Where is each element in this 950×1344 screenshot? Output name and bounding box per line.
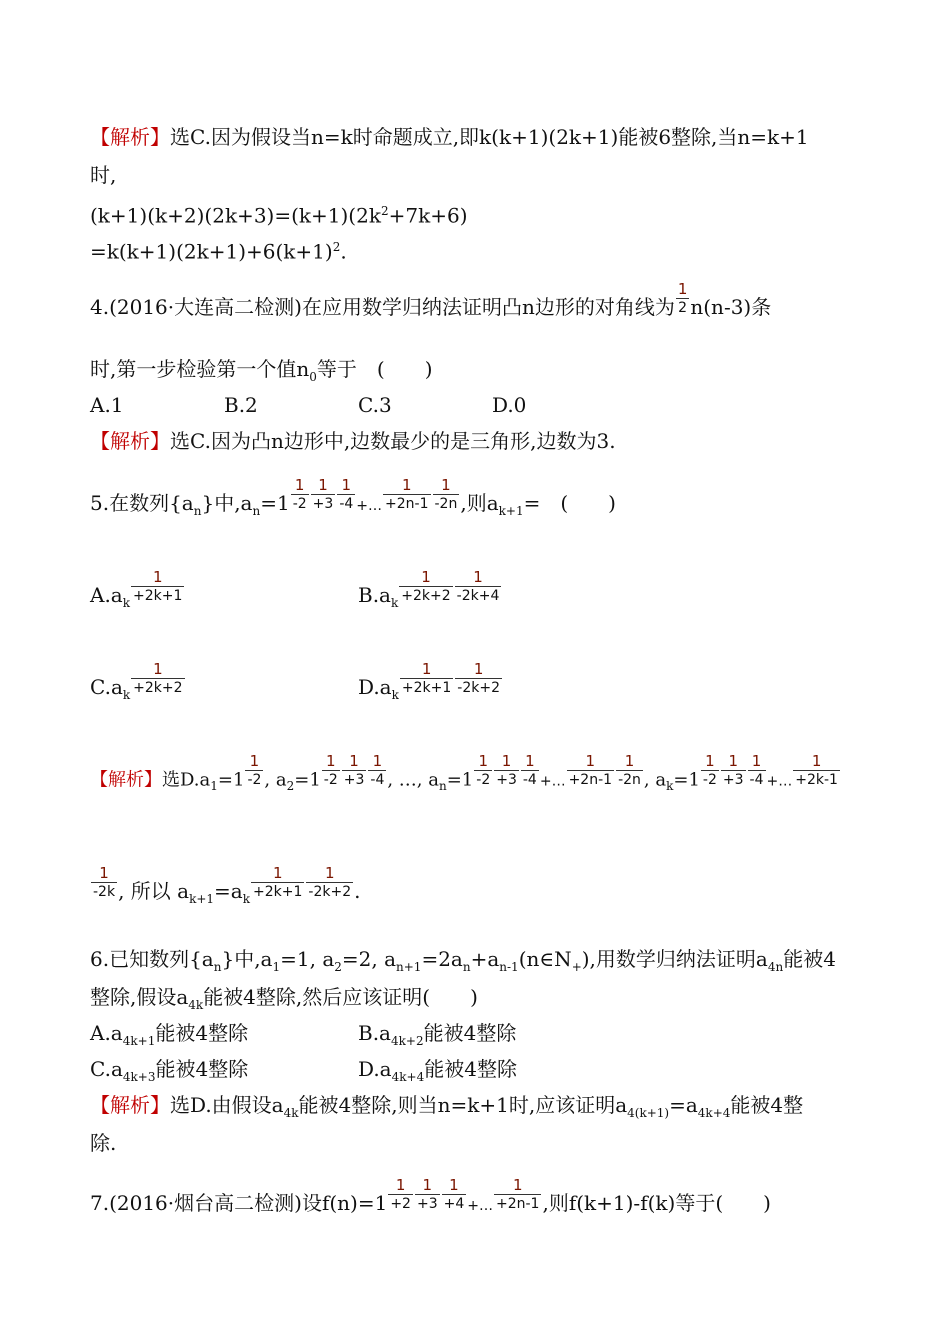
q6-option-d: $D.a_{4k+4}$能被4整除 [358, 1057, 517, 1084]
fraction: $\frac{1}{+2k+2}$ [133, 660, 183, 696]
q3-analysis-line3: $(k+1)(k+2)(2k+3)=(k+1)(2k^2+7k+6)$ [90, 203, 468, 228]
fraction: $\frac{1}{-4}$ [749, 752, 764, 788]
analysis-tag: 【解析】 [90, 125, 170, 149]
fraction: $\frac{1}{-2n}$ [618, 752, 641, 788]
fraction: $\frac{1}{+3}$ [496, 752, 517, 788]
q4-option-a: A.1 [90, 393, 124, 417]
q5-option-c: $C.a_k$ $\frac{1}{+2k+2}$ [90, 660, 183, 702]
q6-option-a: $A.a_{4k+1}$能被4整除 [90, 1021, 249, 1048]
fraction: $\frac{1}{-2k}$ [93, 864, 116, 900]
q5-option-a: $A.a_k$ $\frac{1}{+2k+1}$ [90, 568, 183, 610]
q4-option-c: C.3 [358, 393, 392, 417]
fraction: $\frac{1}{+3}$ [416, 1176, 438, 1212]
fraction: $\frac{1}{2}$ [677, 280, 688, 316]
fraction: $\frac{1}{+3}$ [343, 752, 365, 788]
fraction: $\frac{1}{+2k+1}$ [133, 568, 183, 604]
fraction: $\frac{1}{+2}$ [390, 1176, 411, 1212]
q5-option-b: $B.a_k$ $\frac{1}{+2k+2}$ $\frac{1}{-2k+4}$ [358, 568, 500, 610]
fraction: $\frac{1}{-2}$ [323, 752, 338, 788]
fraction: $\frac{1}{+3}$ [722, 752, 744, 788]
fraction: $\frac{1}{-2k+2}$ [457, 660, 500, 696]
fraction: $\frac{1}{-2}$ [292, 476, 307, 512]
fraction: $\frac{1}{-2k+4}$ [456, 568, 500, 604]
fraction: $\frac{1}{+4}$ [443, 1176, 465, 1212]
fraction: $\frac{1}{+2k-1}$ [795, 752, 838, 788]
q5-analysis-line2: $\frac{1}{-2k}$ , 所以 $a_{k+1}=a_k$ $\frac{1}{+2k+1}$ $\frac{1}{-2k+2}$ . [93, 864, 361, 906]
fraction: $\frac{1}{+3}$ [312, 476, 334, 512]
q4-analysis: 【解析】选C.因为凸n边形中,边数最少的是三角形,边数为3. [90, 429, 616, 453]
fraction: $\frac{1}{-4}$ [370, 752, 385, 788]
fraction: $\frac{1}{-2}$ [702, 752, 717, 788]
q6-option-c: $C.a_{4k+3}$能被4整除 [90, 1057, 249, 1084]
q3-analysis-line4: $=k(k+1)(2k+1)+6(k+1)^2$. [90, 239, 347, 264]
fraction: $\frac{1}{-2k+2}$ [308, 864, 352, 900]
fraction: $\frac{1}{-4}$ [522, 752, 537, 788]
fraction: $\frac{1}{+2k+1}$ [253, 864, 303, 900]
q4-option-b: B.2 [224, 393, 258, 417]
q6-stem-line1: 6.已知数列$\{a_n\}$中$,a_1=1$, $a_2=2$, $a_{n+1}=2a_n+a_{n-1}(n\in N_+)$,用数学归纳法证明$a_{4n}$能被4 [90, 947, 836, 974]
q6-analysis-line1: 【解析】选D.由假设$a_{4k}$能被4整除,则当n=k+1时,应该证明$a_{4(k+1)}=a_{4k+4}$能被4整 [90, 1093, 804, 1120]
fraction: $\frac{1}{+2n-1}$ [385, 476, 429, 512]
q4-option-d: D.0 [492, 393, 527, 417]
q5-analysis-line1: 【解析】选$D.a_1=1$ $\frac{1}{-2}$ , $a_2=1$ $\frac{1}{-2}$ $\frac{1}{+3}$ $\frac{1}{-4}$ , …, $a_n=1$ $\frac{1}{-2}$ $\frac{1}{+3}$ $\frac{1}{-4}$ +… $\frac{1}{+2n-1}$ $\frac{1}{-2n}$ , $a_k=1$ $\frac{1}{-2}$ $\frac{1}{+3}$ $\frac{1}{-4}$ +… $\frac{1}{+2k-1}$ [90, 752, 838, 794]
fraction: $\frac{1}{+2k+2}$ [401, 568, 451, 604]
q6-analysis-line2: 除. [90, 1131, 117, 1155]
q5-option-d: $D.a_k$ $\frac{1}{+2k+1}$ $\frac{1}{-2k+2}$ [358, 660, 500, 702]
fraction: $\frac{1}{-2}$ [476, 752, 491, 788]
q5-stem: 5.在数列$\{a_n\}$中$,a_n=1$ $\frac{1}{-2}$ $\frac{1}{+3}$ $\frac{1}{-4}$ +… $\frac{1}{+2n-1}$ $\frac{1}{-2n}$ ,则$a_{k+1}=$ ( ) [90, 476, 616, 518]
q4-stem-line2: 时,第一步检验第一个值$n_0$等于 ( ) [90, 357, 433, 384]
q7-stem: 7.(2016·烟台高二检测)设f(n)=1 $\frac{1}{+2}$ $\frac{1}{+3}$ $\frac{1}{+4}$ +… $\frac{1}{+2n-1}$ ,则f(k+1)-f(k)等于( ) [90, 1176, 771, 1215]
fraction: $\frac{1}{+2n-1}$ [568, 752, 613, 788]
fraction: $\frac{1}{+2n-1}$ [495, 1176, 540, 1212]
fraction: $\frac{1}{+2k+1}$ [401, 660, 452, 696]
q3-analysis-line1: 【解析】选C.因为假设当n=k时命题成立,即k(k+1)(2k+1)能被6整除,当n=k+1 [90, 125, 809, 149]
q6-option-b: $B.a_{4k+2}$能被4整除 [358, 1021, 517, 1048]
q3-analysis-line2: 时, [90, 163, 117, 187]
q4-stem-line1: 4.(2016·大连高二检测)在应用数学归纳法证明凸n边形的对角线为 $\frac{1}{2}$ n(n-3)条 [90, 280, 772, 319]
q6-stem-line2: 整除,假设$a_{4k}$能被4整除,然后应该证明( ) [90, 985, 478, 1012]
fraction: $\frac{1}{-2n}$ [434, 476, 458, 512]
fraction: $\frac{1}{-2}$ [247, 752, 262, 788]
fraction: $\frac{1}{-4}$ [339, 476, 354, 512]
